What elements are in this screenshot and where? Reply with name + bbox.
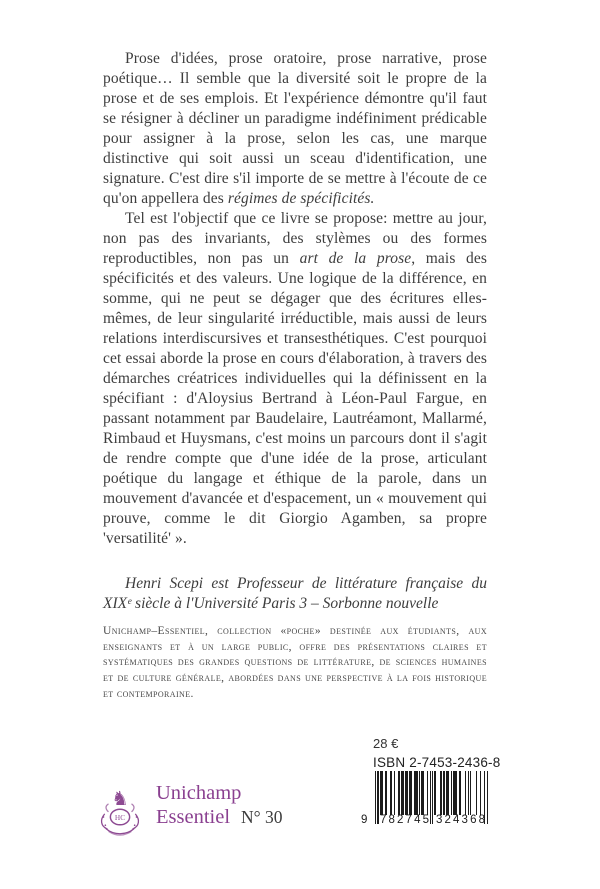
- barcode-group2: 3 2 4 3 6 8: [436, 814, 485, 826]
- barcode-digits: [361, 814, 489, 827]
- barcode-lead-digit: 9: [361, 814, 368, 826]
- barcode-group1: 7 8 2 7 4 5: [380, 814, 429, 826]
- isbn-label: ISBN 2-7453-2436-8: [373, 755, 501, 770]
- champion-horse-crest-icon: [97, 784, 143, 844]
- publisher-logo: [97, 782, 283, 844]
- horse-glyph: ♞: [111, 789, 129, 811]
- collection-note: Unichamp–Essentiel, collection «poche» destinée aux étudiants, aux enseignants et à un large public, offre des présentations claires et systématiques des grandes questions de littérature, de sciences humaines et de culture générale, abordées dans une perspective à la fois historique et contemporaine.: [103, 625, 487, 700]
- publisher-name: [156, 782, 283, 830]
- blurb-paragraph: Tel est l'objectif que ce livre se propose: mettre au jour, non pas des invariants, des stylèmes ou des formes reproductibles, non pas un art de la prose, mais des spécificités et des valeurs. Une logique de la différence, en somme, qui ne peut se dégager que des écritures elles-mêmes, de leur singularité irréductible, mais aussi de leurs relations interdiscursives et transesthétiques. C'est pourquoi cet essai aborde la prose en cours d'élaboration, à travers des démarches créatrices individuelles qui la définissent en la spécifiant : d'Aloysius Bertrand à Léon-Paul Fargue, en passant notamment par Baudelaire, Lautréamont, Mallarmé, Rimbaud et Huysmans, c'est moins un parcours dont il s'agit de rendre compte que d'une idée de la prose, articulant poétique du langage et éthique de la parole, dans un mouvement d'avancée et d'espacement, un « mouvement qui prouve, comme le dit Giorgio Agamben, sa propre 'versatilité' ».: [103, 210, 488, 547]
- series-number: N° 30: [241, 806, 283, 827]
- author-note: Henri Scepi est Professeur de littérature française du XIXᵉ siècle à l'Université Paris 3 – Sorbonne nouvelle: [103, 575, 487, 612]
- publisher-name-line1: Unichamp: [156, 782, 242, 804]
- emblem-monogram: HC: [114, 813, 126, 823]
- price-label: 28 €: [373, 736, 399, 751]
- ean-barcode: [361, 771, 489, 827]
- publisher-name-line2: Essentiel: [156, 805, 231, 828]
- blurb-text: [103, 49, 487, 549]
- blurb-paragraph: Prose d'idées, prose oratoire, prose narrative, prose poétique… Il semble que la diversité soit le propre de la prose et de ses emplois. Et l'expérience démontre qu'il faut se résigner à décliner un paradigme indéfiniment prédicable pour assigner à la prose, selon les cas, une marque distinctive qui soit aussi un sceau d'identification, une signature. C'est dire s'il importe de se mettre à l'écoute de ce qu'on appellera des régimes de spécificités.: [103, 50, 487, 207]
